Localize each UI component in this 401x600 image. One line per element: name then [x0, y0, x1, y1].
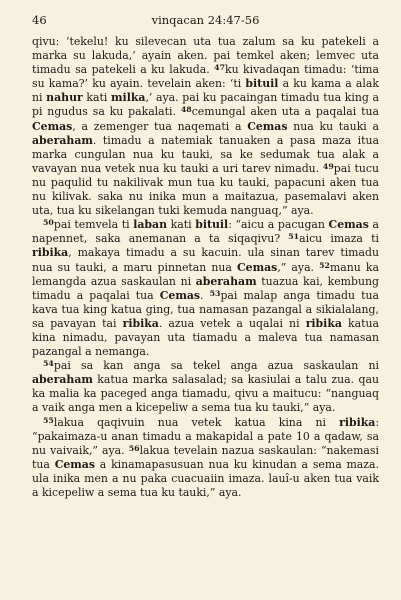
page-body: [32, 35, 379, 500]
text-run: , a zemenger tua naqemati a: [72, 119, 248, 133]
text-run: a kinamapasusuan nua ku kinudan a sema maza. ula inika men a nu paka cuacuaiin imaza. lauî-u aken tua vaik a kicepeliw a sema tua ku tauki,” aya.: [32, 457, 379, 499]
bold-name: Cemas: [32, 119, 73, 133]
running-head: vinqacan 24:47-56: [151, 13, 260, 27]
text-run: katua marka salasalad; sa kasiulai a talu zua. qau ka malia ka paceged anga tiamadu, qivu a maitucu: “nanguaq a vaik anga men a kicepeliw a sema tua ku tauki,” aya.: [32, 373, 379, 415]
text-run: kati: [167, 218, 196, 232]
bold-name: ribika: [122, 316, 159, 330]
bold-name: Cemas: [247, 119, 288, 133]
page-number: 46: [32, 13, 47, 27]
text-run: .: [200, 288, 210, 302]
text-run: . timadu a natemiak tanuaken a pasa maza itua marka cungulan nua ku tauki, sa ke sedumak tua alak a vavayan nua vetek nua ku tauki a uri tarev nimadu.: [32, 133, 379, 175]
bold-name: aberaham: [195, 274, 257, 288]
text-run: nua ku tauki a: [287, 119, 379, 133]
text-run: ,” aya.: [277, 260, 320, 274]
bold-name: Cemas: [159, 288, 201, 302]
text-run: ku kivadaqan timadu: ‘tima su kama?’ ku ayain. tevelain aken: ‘ti: [32, 63, 379, 91]
text-run: pai temvela ti: [53, 218, 134, 232]
text-run: a ku kama a alak ni: [32, 77, 379, 105]
paragraph: [32, 359, 379, 415]
text-run: kati: [82, 91, 112, 105]
text-run: manu ka lemangda azua saskaulan ni: [32, 260, 379, 288]
bold-name: nahur: [46, 91, 83, 105]
verse-number: 56: [128, 443, 140, 453]
bold-name: laban: [133, 218, 168, 232]
bold-name: ribika: [32, 246, 69, 260]
text-run: a napennet, saka anemanan a ta siqaqivu?: [32, 218, 379, 246]
verse-number: 52: [319, 260, 330, 270]
text-run: : “pakaimaza-u anan timadu a makapidal a pate 10 a qadaw, sa nu vaivaik,” aya.: [32, 415, 379, 457]
text-run: pai tucu nu paqulid tu nakilivak mun tua ku tauki, papacuni aken tua nu kilivak. saka nu inika mun a maitazua, pasemalavi aken uta, tua ku sikelangan tuki kemuda nanguaq,” aya.: [32, 161, 380, 218]
text-run: aicu imaza ti: [299, 232, 379, 246]
bold-name: milka: [111, 91, 146, 105]
text-run: katua kina nimadu, pavayan uta tiamadu a maleva tua namasan pazangal a nemanga.: [32, 316, 380, 359]
text-run: pai malap anga timadu tua kava tua king katua ging, tua namasan pazangal a sikialalang, sa pavayan tai: [32, 288, 379, 330]
text-run: tuazua kai, kembung timadu a paqalai tua: [32, 274, 379, 302]
verse-number: 53: [209, 288, 221, 298]
bold-name: bituil: [195, 218, 229, 232]
text-run: : “aicu a pacugan: [228, 218, 329, 232]
text-run: lakua tevelain nazua saskaulan: “nakemasi tua: [32, 443, 379, 471]
verse-number: 51: [288, 232, 300, 242]
verse-number: 49: [322, 161, 334, 171]
bold-name: Cemas: [237, 260, 278, 274]
text-run: ,’ aya. pai ku pacaingan timadu tua king a pi ngudus sa ku pakalati.: [32, 91, 379, 119]
bold-name: Cemas: [328, 218, 369, 232]
paragraph: [32, 35, 379, 218]
text-run: , makaya timadu a su kacuin. ula sinan tarev timadu nua su tauki, a maru pinnetan nua: [32, 246, 379, 274]
bold-name: aberaham: [32, 133, 93, 147]
text-run: . azua vetek a uqalai ni: [158, 316, 306, 330]
bold-name: ribika: [305, 316, 342, 330]
verse-number: 55: [43, 415, 54, 425]
page-header: [32, 11, 379, 29]
verse-number: 48: [180, 105, 192, 115]
text-run: lakua qaqivuin nua vetek katua kina ni: [53, 415, 340, 429]
paragraph: [32, 218, 379, 359]
verse-number: 54: [43, 359, 54, 369]
text-run: pai sa kan anga sa tekel anga azua saskaulan ni: [53, 359, 379, 373]
bold-name: bituil: [245, 77, 279, 91]
verse-number: 47: [214, 63, 225, 73]
bold-name: Cemas: [54, 457, 95, 471]
text-run: qivu: ‘tekelu! ku silevecan uta tua zalum sa ku patekeli a marka su lakuda,’ ayain aken. pai temkel aken; lemvec uta timadu sa patekeli a ku lakuda.: [32, 35, 379, 77]
text-run: cemungal aken uta a paqalai tua: [191, 105, 380, 119]
bold-name: aberaham: [32, 373, 93, 387]
verse-number: 50: [43, 218, 54, 228]
bold-name: ribika: [339, 415, 376, 429]
paragraph: [32, 416, 379, 501]
